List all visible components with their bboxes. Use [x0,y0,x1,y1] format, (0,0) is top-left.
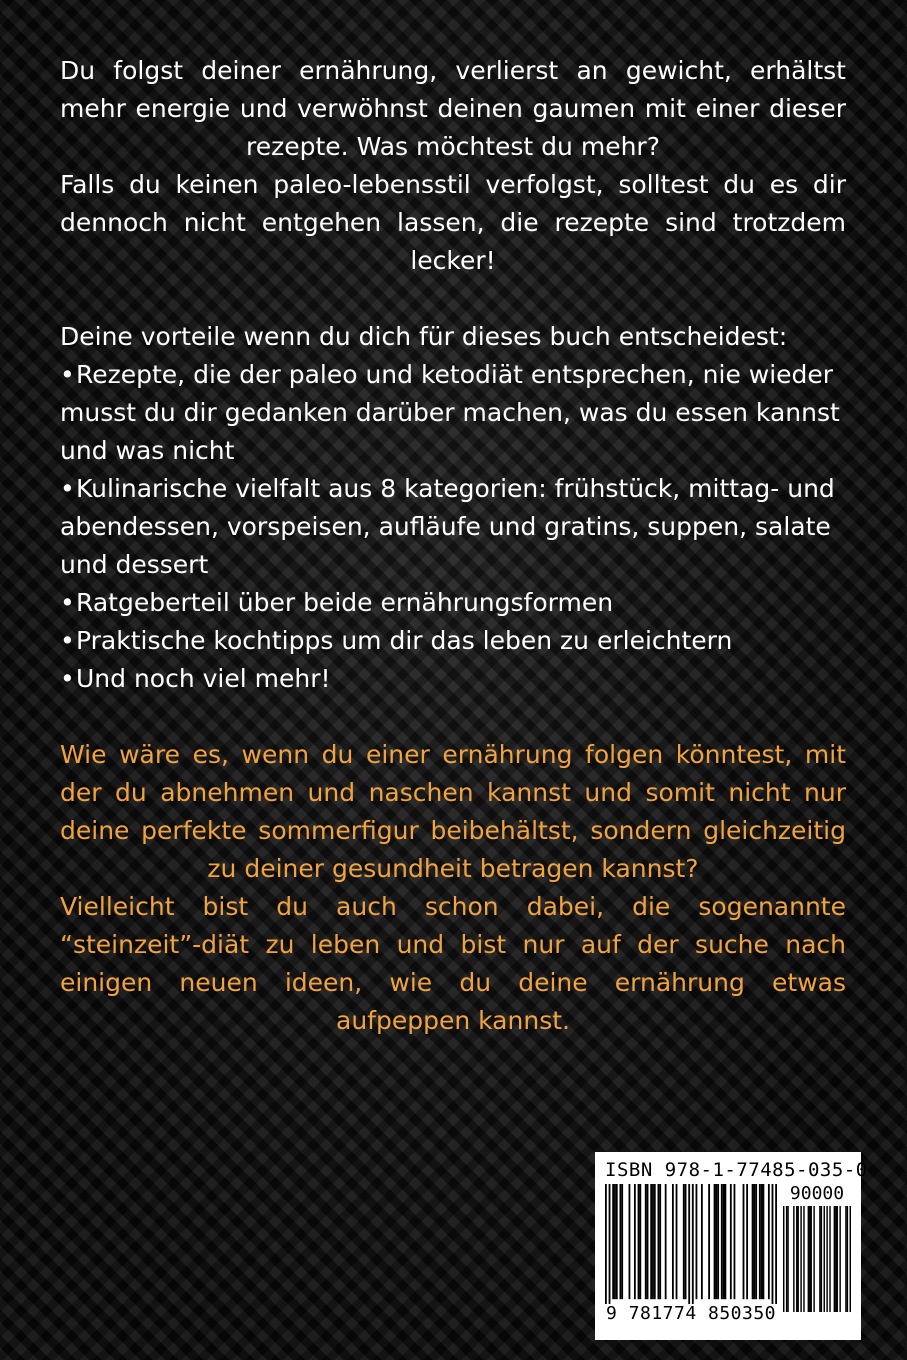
isbn-label: ISBN 978-1-77485-035-0 [605,1159,868,1181]
addon-bar [824,1206,825,1312]
barcode-bar [612,1184,614,1299]
barcode-bar [724,1184,726,1299]
barcode-bar [639,1184,641,1299]
addon-bar [783,1206,784,1312]
addon-bar [803,1206,804,1312]
barcode-bar [768,1184,770,1299]
addon-bar [809,1206,810,1312]
highlight-paragraph-2: Vielleicht bist du auch schon dabei, die sogenannte “steinzeit”-diät zu leben und bist nur auf der suche nach einigen neuen ideen, wie du deine ernährung etwas aufpeppen kannst. [60,892,846,1035]
barcode-bar [683,1184,685,1299]
addon-bar [810,1206,811,1312]
addon-bar [808,1206,809,1312]
ean-digits: 9 781774 850350 [603,1304,779,1324]
barcode-bar [676,1184,678,1299]
barcode-bar [721,1184,723,1299]
addon-bar [847,1206,848,1312]
addon-bar [837,1206,838,1312]
barcode-bar [734,1184,736,1299]
intro-paragraph-2: Falls du keinen paleo-lebensstil verfolgst, solltest du es dir dennoch nicht entgehen lassen, die rezepte sind trotzdem lecker! [60,170,846,275]
barcode-bar [645,1184,647,1299]
addon-bar [796,1206,797,1312]
barcode-bar [614,1184,616,1299]
addon-bar [826,1206,827,1312]
barcode-bar [714,1184,716,1299]
barcode-bar [701,1184,703,1299]
addon-bar [787,1206,788,1312]
barcode-bar [619,1184,621,1299]
list-item: •Ratgeberteil über beide ernährungsformen [60,588,614,617]
barcode-bar [723,1184,725,1299]
barcode-bar [761,1184,763,1299]
addon-bar [786,1206,787,1312]
barcode-bar [658,1184,660,1299]
barcode-bar [609,1184,611,1312]
addon-barcode-bars [783,1206,851,1312]
list-item: •Und noch viel mehr! [60,664,331,693]
addon-bar [821,1206,822,1312]
barcode-bar [743,1184,745,1299]
barcode-bar [616,1184,618,1299]
addon-bar [829,1206,830,1312]
addon-bar [850,1206,851,1312]
barcode-bar [775,1184,777,1312]
addon-bar [819,1206,820,1312]
barcode-bar [755,1184,757,1299]
addon-digits: 90000 [789,1183,845,1204]
ean-barcode-bars [605,1184,777,1312]
addon-bar [797,1206,798,1312]
barcode-bar [717,1184,719,1299]
intro-paragraph-1: Du folgst deiner ernährung, verlierst an gewicht, erhältst mehr energie und verwöhnst deinen gaumen mit einer dieser rezepte. Was möchtest du mehr? [60,56,846,161]
barcode-bar [629,1184,631,1299]
barcode-bar [634,1184,636,1299]
isbn-barcode [595,1152,868,1340]
list-item: •Kulinarische vielfalt aus 8 kategorien: frühstück, mittag- und abendessen, vorspeisen, aufläufe und gratins, suppen, salate und dessert [60,474,835,579]
addon-bar [835,1206,836,1312]
addon-bar [845,1206,846,1312]
barcode-bar [647,1184,649,1299]
barcode-bar [659,1184,661,1299]
addon-bar [813,1206,814,1312]
barcode-bar [688,1184,690,1312]
barcode-bar [759,1184,761,1299]
addon-bar [834,1206,835,1312]
barcode-bar [672,1184,674,1299]
barcode-bar [772,1184,774,1312]
addon-bar [800,1206,801,1312]
barcode-bar [621,1184,623,1299]
addon-bar [793,1206,794,1312]
barcode-bar [654,1184,656,1299]
barcode-bar [753,1184,755,1299]
barcode-bar [746,1184,748,1299]
barcode-bar [638,1184,640,1299]
benefits-heading: Deine vorteile wenn du dich für dieses buch entscheidest: [60,322,788,351]
barcode-bar [715,1184,717,1299]
barcode-bar [730,1184,732,1299]
barcode-bar [696,1184,698,1299]
back-cover-text [60,52,846,1040]
barcode-bar [665,1184,667,1299]
barcode-bar [763,1184,765,1299]
list-item: •Praktische kochtipps um dir das leben zu erleichtern [60,626,733,655]
barcode-bar [752,1184,754,1299]
barcode-bar [708,1184,710,1299]
highlight-paragraph-1: Wie wäre es, wenn du einer ernährung folgen könntest, mit der du abnehmen und naschen kannst und somit nicht nur deine perfekte sommerfigur beibehältst, sondern gleichzeitig zu deiner gesundheit betragen kannst? [60,740,846,883]
barcode-bar [685,1184,687,1299]
benefits-list [60,356,846,698]
barcode-bar [605,1184,607,1312]
list-item: •Rezepte, die der paleo und ketodiät entsprechen, nie wieder musst du dir gedanken darüber machen, was du essen kannst und was nicht [60,360,840,465]
barcode-bar [692,1184,694,1312]
barcode-bar [652,1184,654,1299]
addon-bar [839,1206,840,1312]
barcode-bar [650,1184,652,1299]
